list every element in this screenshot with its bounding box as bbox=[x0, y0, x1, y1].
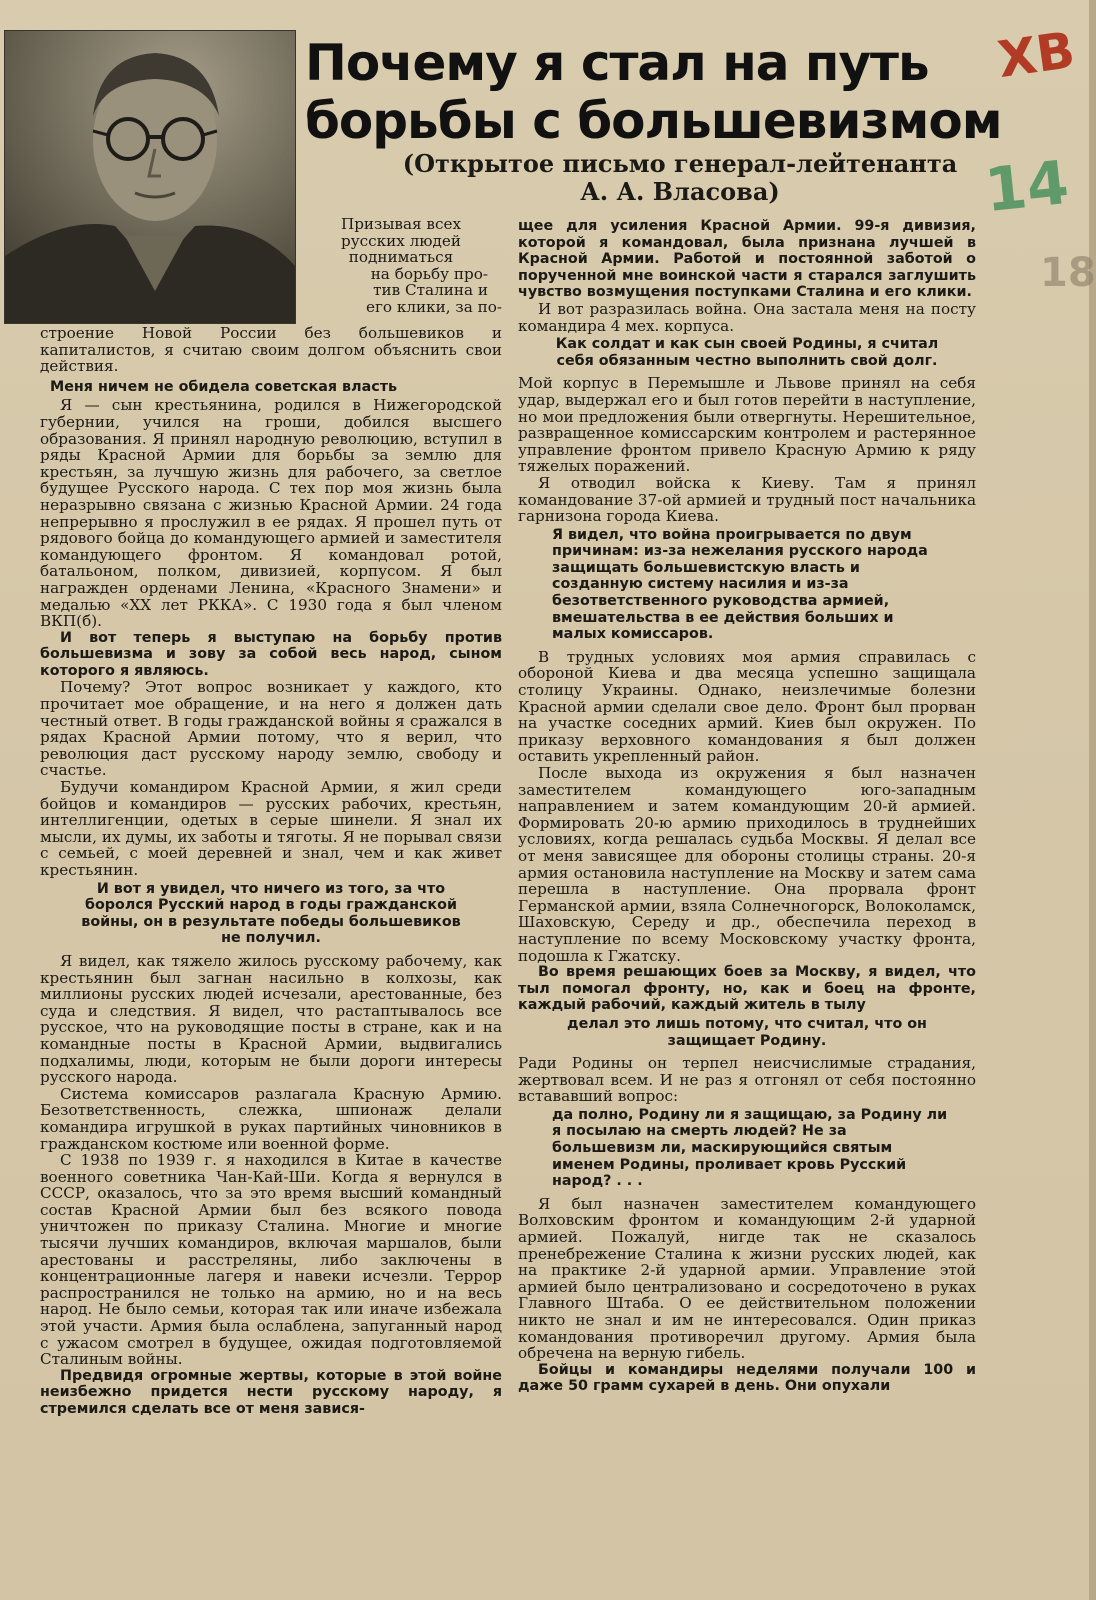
headline bbox=[305, 34, 1005, 150]
paragraph: Я видел, как тяжело жилось русскому рабочему, как крестьянин был загнан насильно в колхозы, как миллионы русских людей исчезали, арестованные, без суда и следствия. Я видел, что растаптывалось все русское, что на руководящие посты в стране, как и на командные посты в Красной Армии, выдвигались подхалимы, люди, которым не были дороги интересы русского народа. bbox=[40, 951, 502, 1087]
paragraph: Во время решающих боев за Москву, я видел, что тыл помогал фронту, но, как и боец на фронте, каждый рабочий, каждый житель в тылу bbox=[518, 964, 976, 1014]
paragraph: Будучи командиром Красной Армии, я жил среди бойцов и командиров — русских рабочих, крестьян, интеллигенции, одетых в серые шинели. Я знал их мысли, их думы, их заботы и тяготы. Я не порывал связи с семьей, с моей деревней и знал, чем и как живет крестьянин. bbox=[40, 778, 502, 879]
headline-line-1: Почему я стал на путь bbox=[305, 34, 929, 92]
intro-line: подниматься bbox=[348, 248, 454, 267]
paragraph: Бойцы и командиры неделями получали 100 и даже 50 грамм сухарей в день. Они опухали bbox=[518, 1361, 976, 1395]
pull-quote: делал это лишь потому, что считал, что он защищает Родину. bbox=[567, 1015, 927, 1049]
paragraph: И вот разразилась война. Она застала меня на посту командира 4 мех. корпуса. bbox=[518, 299, 976, 335]
paragraph: Ради Родины он терпел неисчислимые страдания, жертвовал всем. И не раз я отгонял от себя постоянно встававший вопрос: bbox=[518, 1054, 976, 1106]
intro-line: его клики, за по- bbox=[365, 297, 502, 316]
subheadline-line-2: А. А. Власова) bbox=[580, 177, 780, 206]
section-heading: Меня ничем не обидела советская власть bbox=[50, 378, 398, 395]
paragraph: Мой корпус в Перемышле и Львове принял на себя удар, выдержал его и был готов перейти в наступление, но мои предложения были отвергнуты. Нерешительное, развращенное комиссарским контролем и растерянное управление фронтом привело Красную Армию к ряду тяжелых поражений. bbox=[518, 374, 976, 476]
article-column-1 bbox=[40, 325, 502, 1418]
faded-pencil-annotation: 18 bbox=[1040, 250, 1096, 296]
headline-line-2: борьбы с большевизмом bbox=[305, 92, 1002, 150]
paragraph: щее для усиления Красной Армии. 99-я дивизия, которой я командовал, была признана лучшей в Красной Армии. Работой и постоянной заботой о порученной мне воинской части я старался заглушить чувство возмущения поступками Сталина и его клики. bbox=[518, 218, 976, 301]
intro-line: русских людей bbox=[340, 231, 461, 250]
paragraph: И вот теперь я выступаю на борьбу против большевизма и зову за собой весь народ, сыном которого я являюсь. bbox=[40, 629, 502, 679]
pull-quote: Я видел, что война проигрывается по двум причинам: из-за нежелания русского народа защищать большевистскую власть и созданную систему насилия и из-за безответственного руководства армией, вмешательства в ее действия больших и малых комиссаров. bbox=[552, 526, 928, 643]
paragraph: Предвидя огромные жертвы, которые в этой войне неизбежно придется нести русскому народу, я стремился сделать все от меня завися- bbox=[40, 1367, 502, 1417]
paragraph: Почему? Этот вопрос возникает у каждого, кто прочитает мое обращение, и на него я должен дать честный ответ. В годы гражданской войны я сражался в рядах Красной Армии потому, что я верил, что революция даст русскому народу землю, свободу и счастье. bbox=[40, 678, 502, 780]
paragraph: строение Новой России без большевиков и капиталистов, я считаю своим долгом объяснить свои действия. bbox=[40, 324, 502, 376]
green-pencil-annotation: 14 bbox=[981, 147, 1072, 227]
pull-quote: да полно, Родину ли я защищаю, за Родину ли я посылаю на смерть людей? Не за большевизм ли, маскирующийся святым именем Родины, проливает кровь Русский народ? . . . bbox=[552, 1106, 948, 1190]
paragraph: С 1938 по 1939 г. я находился в Китае в качестве военного советника Чан-Кай-Ши. Когда я вернулся в СССР, оказалось, что за это время высший командный состав Красной Армии был без всякого повода уничтожен по приказу Сталина. Многие и многие тысячи лучших командиров, включая маршалов, были арестованы и расстреляны, либо заключены в концентрационные лагеря и навеки исчезли. Террор распространился не только на армию, но и на весь народ. Не было семьи, которая так или иначе избежала этой участи. Армия была ослаблена, запуганный народ с ужасом смотрел в будущее, ожидая подготовляемой Сталиным войны. bbox=[40, 1151, 502, 1369]
paragraph: После выхода из окружения я был назначен заместителем командующего юго-западным направлением и затем командующим 20-й армией. Формировать 20-ю армию приходилось в труднейших условиях, когда решалась судьба Москвы. Я делал все от меня зависящее для обороны столицы страны. 20-я армия остановила наступление на Москву и затем сама перешла в наступление. Она прорвала фронт Германской армии, взяла Солнечногорск, Волоколамск, Шаховскую, Середу и др., обеспечила переход в наступление по всему Московскому участку фронта, подошла к Гжатску. bbox=[518, 764, 976, 965]
intro-text bbox=[300, 216, 502, 316]
portrait-illustration bbox=[5, 31, 295, 323]
pull-quote: И вот я увидел, что ничего из того, за что боролся Русский народ в годы гражданской войны, он в результате победы большевиков не получил. bbox=[81, 880, 461, 947]
portrait-photo bbox=[4, 30, 296, 324]
intro-line: Призывая всех bbox=[340, 215, 462, 233]
paragraph: Я — сын крестьянина, родился в Нижегородской губернии, учился на гроши, добился высшего образования. Я принял народную революцию, вступил в ряды Красной Армии для борьбы за землю для крестьян, за лучшую жизнь для рабочего, за светлое будущее Русского народа. С тех пор моя жизнь была неразрывно связана с жизнью Красной Армии. 24 года непрерывно я прослужил в ее рядах. Я прошел путь от рядового бойца до командующего армией и заместителя командующего фронтом. Я командовал ротой, батальоном, полком, дивизией, корпусом. Я был награжден орденами Ленина, «Красного Знамени» и медалью «XX лет РККА». С 1930 года я был членом ВКП(б). bbox=[40, 396, 502, 631]
paragraph: В трудных условиях моя армия справилась с обороной Киева и два месяца успешно защищала столицу Украины. Однако, неизлечимые болезни Красной армии сделали свое дело. Фронт был прорван на участке соседних армий. Киев был окружен. По приказу верховного командования я был должен оставить укрепленный район. bbox=[518, 647, 976, 766]
paragraph: Я был назначен заместителем командующего Волховским фронтом и командующим 2-й ударной армией. Пожалуй, нигде так не сказалось пренебрежение Сталина к жизни русских людей, как на практике 2-й ударной армии. Управление этой армией было централизовано и сосредоточено в руках Главного Штаба. О ее действительном положении никто не знал и им не интересовался. Один приказ командования противоречил другому. Армия была обречена на верную гибель. bbox=[518, 1194, 976, 1363]
paragraph: Я отводил войска к Киеву. Там я принял командование 37-ой армией и трудный пост начальника гарнизона города Киева. bbox=[518, 473, 976, 526]
paragraph: Система комиссаров разлагала Красную Армию. Безответственность, слежка, шпионаж делали командира игрушкой в руках партийных чиновников в гражданском костюме или военной форме. bbox=[40, 1084, 502, 1153]
intro-line: на борьбу про- bbox=[370, 264, 488, 283]
pull-quote: Как солдат и как сын своей Родины, я считал себя обязанным честно выполнить свой долг. bbox=[555, 336, 939, 369]
article-column-2 bbox=[518, 218, 976, 1395]
subheadline bbox=[360, 150, 1000, 206]
intro-line: тив Сталина и bbox=[373, 281, 488, 300]
red-pencil-annotation: XB bbox=[994, 20, 1079, 90]
subheadline-line-1: (Открытое письмо генерал-лейтенанта bbox=[402, 149, 958, 178]
